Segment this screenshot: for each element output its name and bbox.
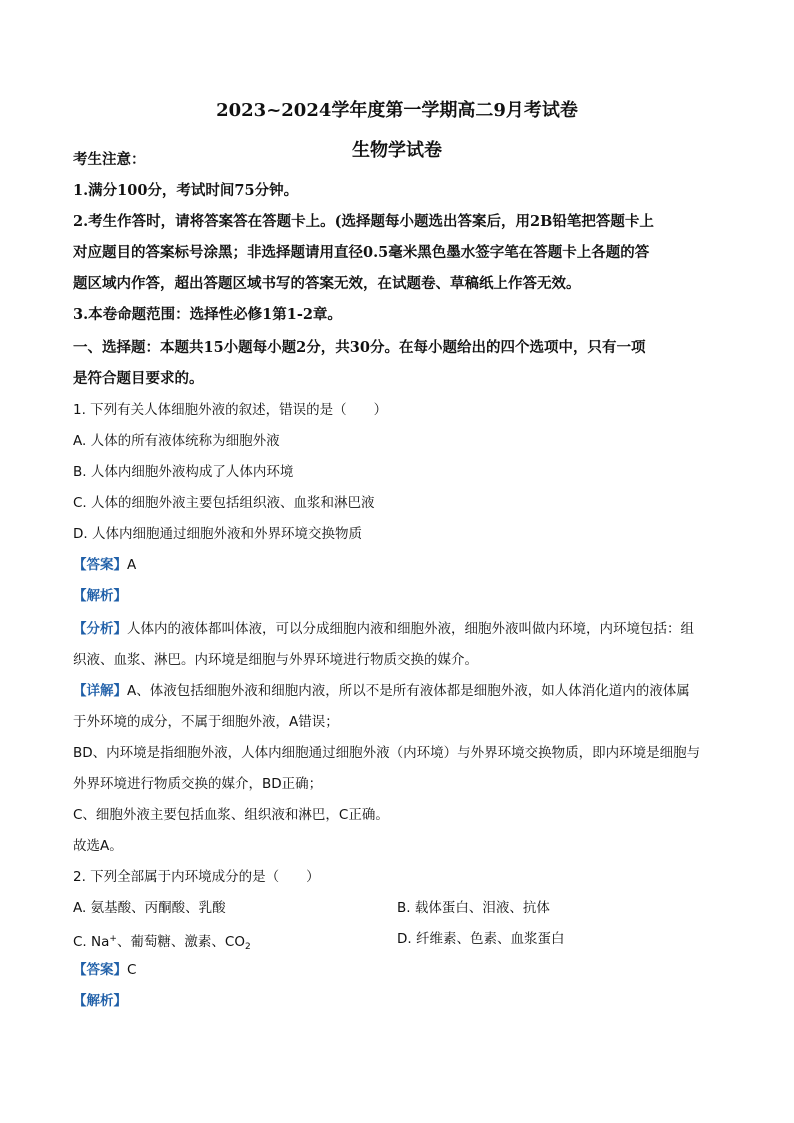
q2-row-cd: [73, 929, 734, 957]
fenxi-text: 人体内的液体都叫体液，可以分成细胞内液和细胞外液，细胞外液叫做内环境，内环境包括：组: [127, 621, 694, 637]
q1-xiangjie-line5: C、细胞外液主要包括血浆、组织液和淋巴，C正确。: [73, 807, 389, 823]
xiangjie-tag: 【详解】: [73, 683, 127, 699]
section-heading-line1: 一、选择题：本题共15小题每小题2分，共30分。在每小题给出的四个选项中，只有一项: [73, 339, 646, 356]
exam-title: 2023~2024学年度第一学期高二9月考试卷: [216, 100, 578, 121]
q1-fenxi-line2: 织液、血浆、淋巴。内环境是细胞与外界环境进行物质交换的媒介。: [73, 652, 478, 668]
q1-stem: 1. 下列有关人体细胞外液的叙述，错误的是（ ）: [73, 402, 388, 418]
fenxi-tag: 【分析】: [73, 621, 127, 637]
q2-option-d: D. 纤维素、色素、血浆蛋白: [397, 931, 565, 947]
answer-tag: 【答案】: [73, 962, 127, 978]
notice-item-3: 3.本卷命题范围：选择性必修1第1-2章。: [73, 306, 342, 323]
q2-stem: 2. 下列全部属于内环境成分的是（ ）: [73, 869, 320, 885]
q1-xiangjie-line1: [73, 681, 734, 701]
notice-heading: 考生注意：: [73, 151, 146, 168]
q1-xiangjie-line3: BD、内环境是指细胞外液，人体内细胞通过细胞外液（内环境）与外界环境交换物质，即内环境是细胞与: [73, 745, 701, 761]
q2-option-c: C. Na+、葡萄糖、激素、$CO_2$: [73, 934, 251, 952]
q1-analysis: [73, 586, 734, 606]
q2-option-b: B. 载体蛋白、泪液、抗体: [397, 900, 550, 916]
q2-analysis: [73, 991, 734, 1011]
q1-xiangjie-line2: 于外环境的成分，不属于细胞外液，A错误；: [73, 714, 339, 730]
q1-xiangjie-line6: 故选A。: [73, 838, 123, 854]
notice-item-2-line2: 对应题目的答案标号涂黑；非选择题请用直径0.5毫米黑色墨水签字笔在答题卡上各题的答: [73, 244, 650, 261]
q1-option-c: C. 人体的细胞外液主要包括组织液、血浆和淋巴液: [73, 495, 375, 511]
answer-value: A: [127, 557, 137, 573]
q2-row-ab: [73, 898, 734, 918]
section-heading-line2: 是符合题目要求的。: [73, 370, 204, 387]
answer-value: C: [127, 962, 137, 978]
notice-item-2-line1: 2.考生作答时，请将答案答在答题卡上。(选择题每小题选出答案后，用2B铅笔把答题卡上: [73, 213, 654, 230]
answer-tag: 【答案】: [73, 557, 127, 573]
notice-item-1: 1.满分100分，考试时间75分钟。: [73, 182, 299, 199]
analysis-tag: 【解析】: [73, 588, 127, 604]
q1-option-b: B. 人体内细胞外液构成了人体内环境: [73, 464, 294, 480]
q1-fenxi-line1: [73, 619, 734, 639]
q1-option-a: A. 人体的所有液体统称为细胞外液: [73, 433, 280, 449]
q1-xiangjie-line4: 外界环境进行物质交换的媒介，BD正确；: [73, 776, 323, 792]
notice-item-2-line3: 题区域内作答，超出答题区域书写的答案无效，在试题卷、草稿纸上作答无效。: [73, 275, 581, 292]
analysis-tag: 【解析】: [73, 993, 127, 1009]
q1-option-d: D. 人体内细胞通过细胞外液和外界环境交换物质: [73, 526, 362, 542]
exam-subtitle: 生物学试卷: [352, 140, 442, 161]
q2-answer: [73, 960, 734, 980]
q2-option-a: A. 氨基酸、丙酮酸、乳酸: [73, 900, 226, 916]
xiangjie-text: A、体液包括细胞外液和细胞内液，所以不是所有液体都是细胞外液，如人体消化道内的液体属: [127, 683, 690, 699]
q1-answer: [73, 555, 734, 575]
